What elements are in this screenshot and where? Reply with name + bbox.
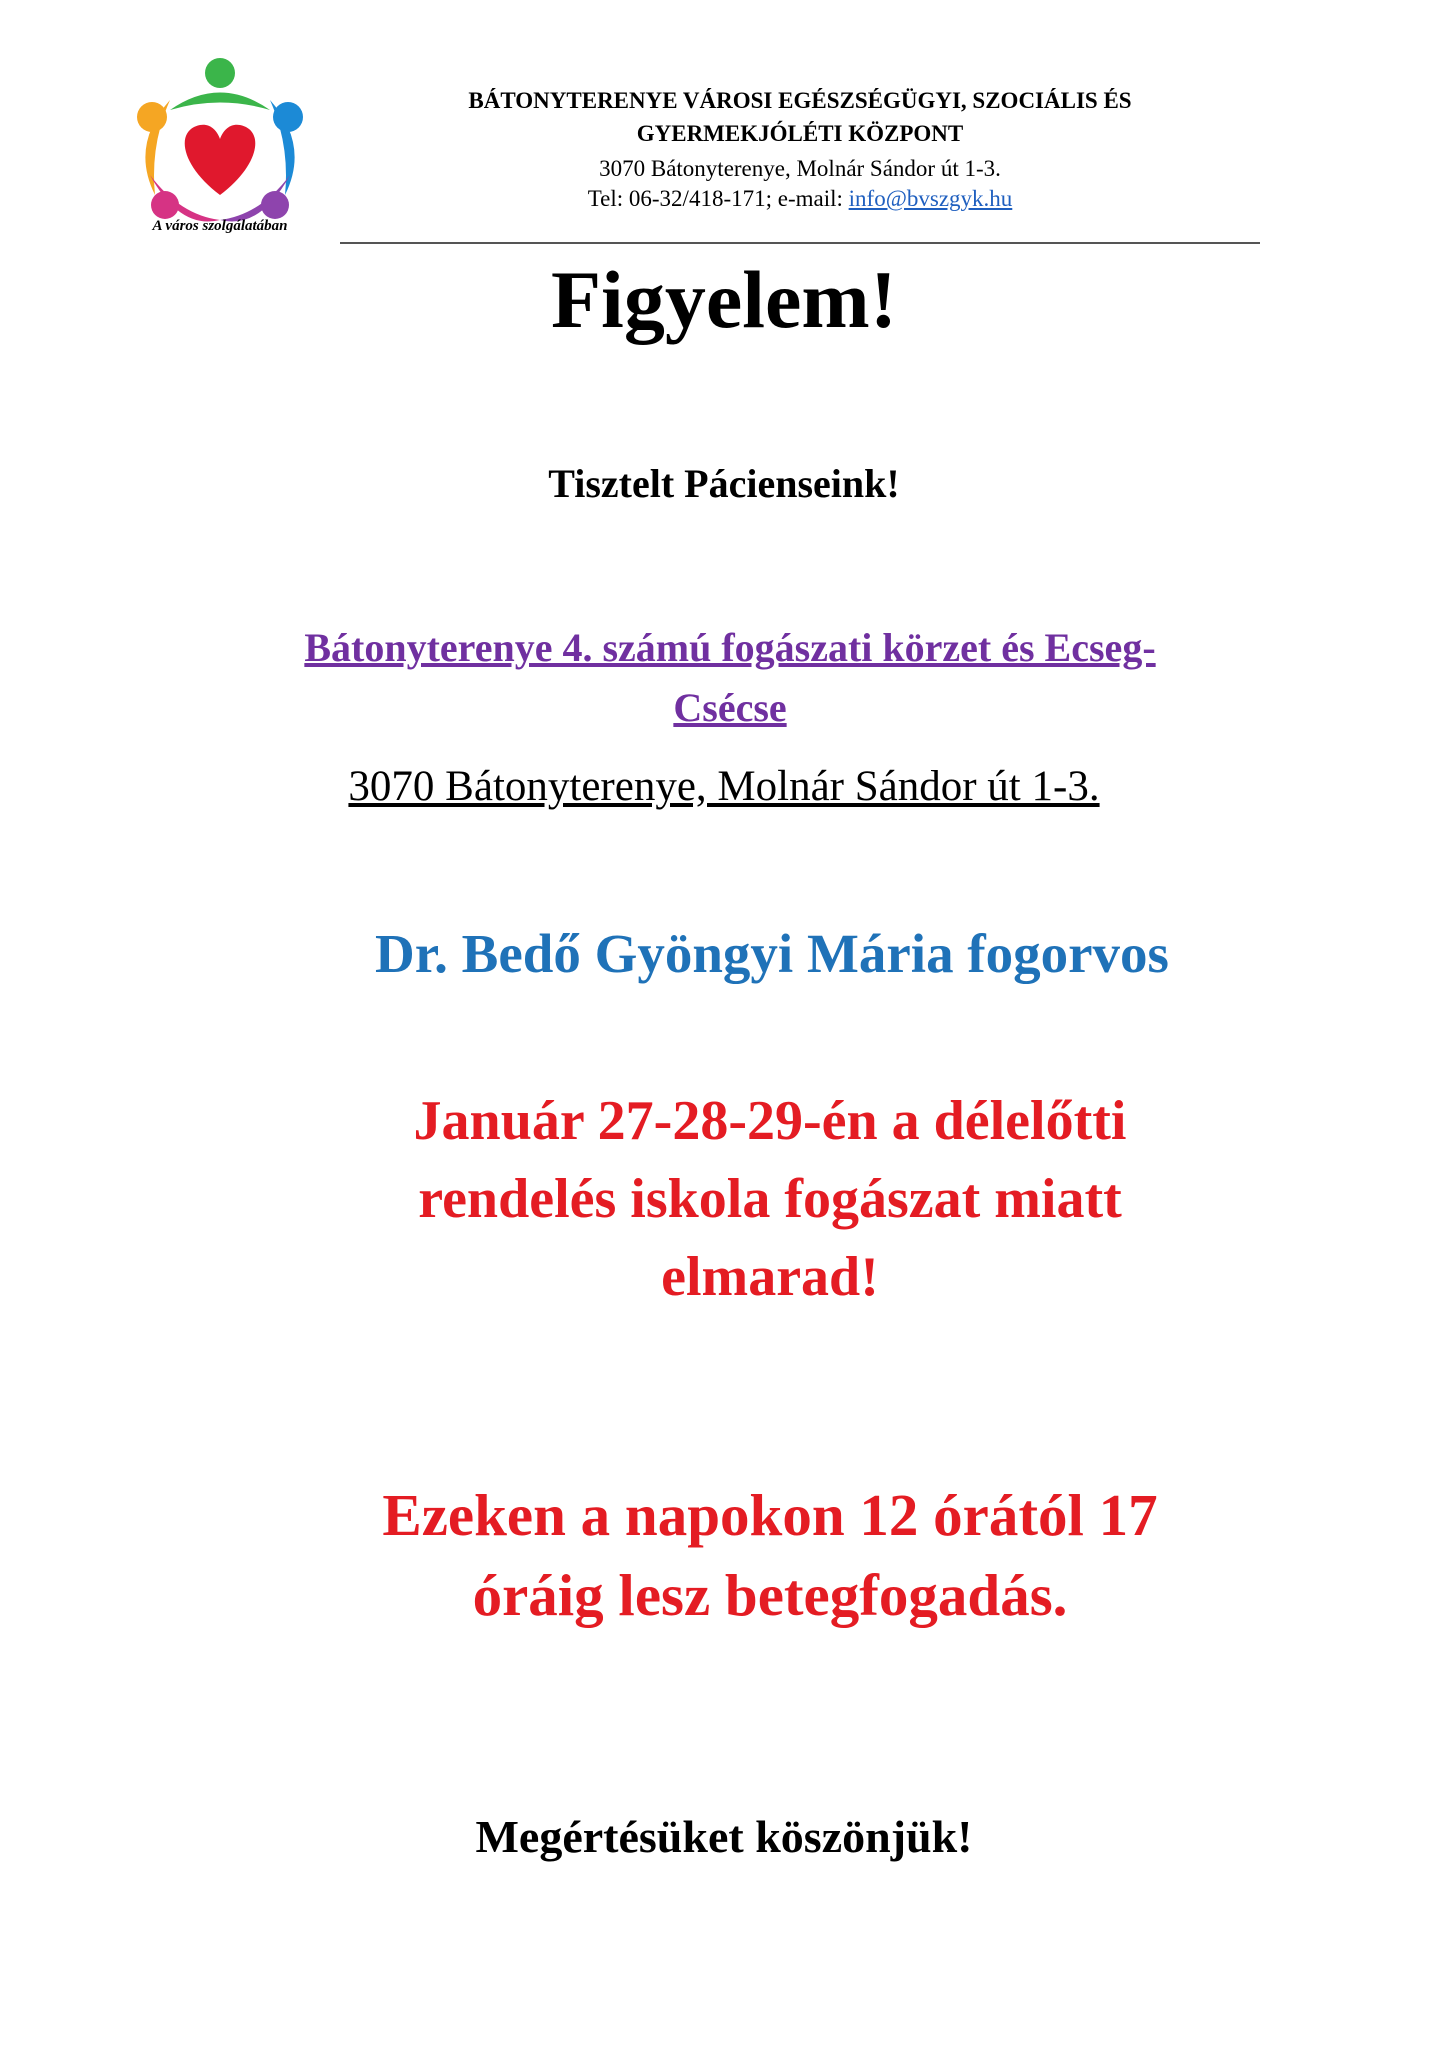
page-title: Figyelem! — [550, 254, 898, 345]
closing-thanks: Megértésüket köszönjük! — [475, 1811, 973, 1862]
logo-heart — [185, 125, 256, 195]
header-divider — [340, 242, 1260, 244]
closure-notice-line1: Január 27-28-29-én a délelőtti — [413, 1090, 1127, 1152]
email-link[interactable]: info@bvszgyk.hu — [848, 186, 1013, 211]
logo — [110, 55, 330, 245]
closure-notice-line2: rendelés iskola fogászat miatt — [418, 1168, 1122, 1230]
clinic-address: 3070 Bátonyterenye, Molnár Sándor út 1-3. — [348, 763, 1100, 810]
closure-notice-line3: elmarad! — [661, 1246, 879, 1308]
closure-notice — [300, 1082, 1240, 1316]
org-address: 3070 Bátonyterenye, Molnár Sándor út 1-3. — [599, 156, 1001, 181]
org-name-line1: BÁTONYTERENYE VÁROSI EGÉSZSÉGÜGYI, SZOCIÁLIS ÉS — [468, 88, 1132, 113]
contact-phone: Tel: 06-32/418-171; e-mail: — [587, 186, 849, 211]
org-contact — [330, 186, 1270, 212]
logo-caption: A város szolgálatában — [152, 218, 288, 234]
doctor-name: Dr. Bedő Gyöngyi Mária fogorvos — [375, 923, 1169, 984]
hours-notice-line1: Ezeken a napokon 12 órától 17 — [382, 1482, 1158, 1548]
district-heading — [200, 618, 1260, 738]
logo-figure-green-arms — [170, 93, 270, 111]
hours-notice — [300, 1475, 1240, 1635]
hours-notice-line2: óráig lesz betegfogadás. — [472, 1562, 1068, 1628]
greeting: Tisztelt Pácienseink! — [548, 461, 900, 506]
district-line1: Bátonyterenye 4. számú fogászati körzet és Ecseg- — [304, 625, 1156, 670]
org-name-line2: GYERMEKJÓLÉTI KÖZPONT — [636, 121, 964, 146]
district-line2: Csécse — [673, 685, 787, 730]
logo-figure-green-head — [205, 58, 235, 88]
